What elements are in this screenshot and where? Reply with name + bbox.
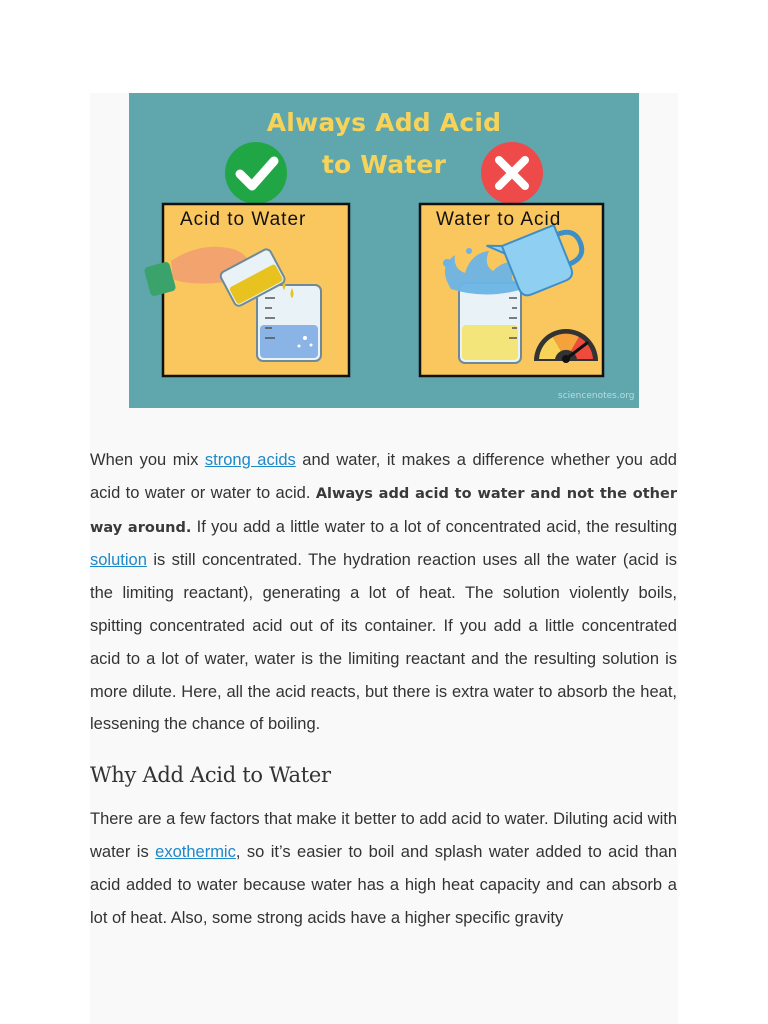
- paragraph: [90, 803, 677, 934]
- watermark: sciencenotes.org: [558, 391, 635, 401]
- text: and water, it makes a difference whether you add acid to water or water to acid.: [90, 451, 677, 502]
- text: If you add a little water to a lot of concentrated acid, the resulting: [191, 517, 677, 536]
- strong-acids-link[interactable]: strong acids: [204, 451, 296, 469]
- article-body: [90, 444, 677, 934]
- infographic-title-line-1: Always Add Acid: [266, 108, 502, 137]
- left-panel-label: Acid to Water: [180, 209, 307, 230]
- acid-beaker-icon: [459, 283, 521, 363]
- text: , so it’s easier to boil and splash water added to acid than acid added to water because water has a high heat capacity and can absorb a lot of heat. Also, some strong acids have a higher specific gravity: [90, 842, 678, 927]
- section-heading: Why Add Acid to Water: [90, 763, 331, 788]
- beaker-icon: [257, 285, 321, 361]
- solution-link[interactable]: solution: [90, 551, 147, 570]
- right-panel-label: Water to Acid: [436, 209, 562, 230]
- bold-statement: Always add acid to water and not the other way around.: [90, 485, 677, 536]
- text: There are a few factors that make it better to add acid to water. Diluting acid with water is: [90, 810, 677, 861]
- text: is still concentrated. The hydration reaction uses all the water (acid is the limiting reactant), generating a lot of heat. The solution violently boils, spitting concentrated acid out of its container. If you add a little concentrated acid to a lot of water, water is the limiting reactant and the resulting solution is more dilute. Here, all the acid reacts, but there is extra water to absorb the heat, lessening the chance of boiling.: [90, 551, 677, 734]
- infographic-title-line-2: to Water: [321, 150, 447, 179]
- text: When you mix: [90, 451, 205, 469]
- acid-to-water-infographic: [129, 93, 639, 408]
- exothermic-link[interactable]: exothermic: [155, 842, 236, 861]
- infographic-artwork: [129, 93, 639, 408]
- paragraph: [90, 444, 677, 741]
